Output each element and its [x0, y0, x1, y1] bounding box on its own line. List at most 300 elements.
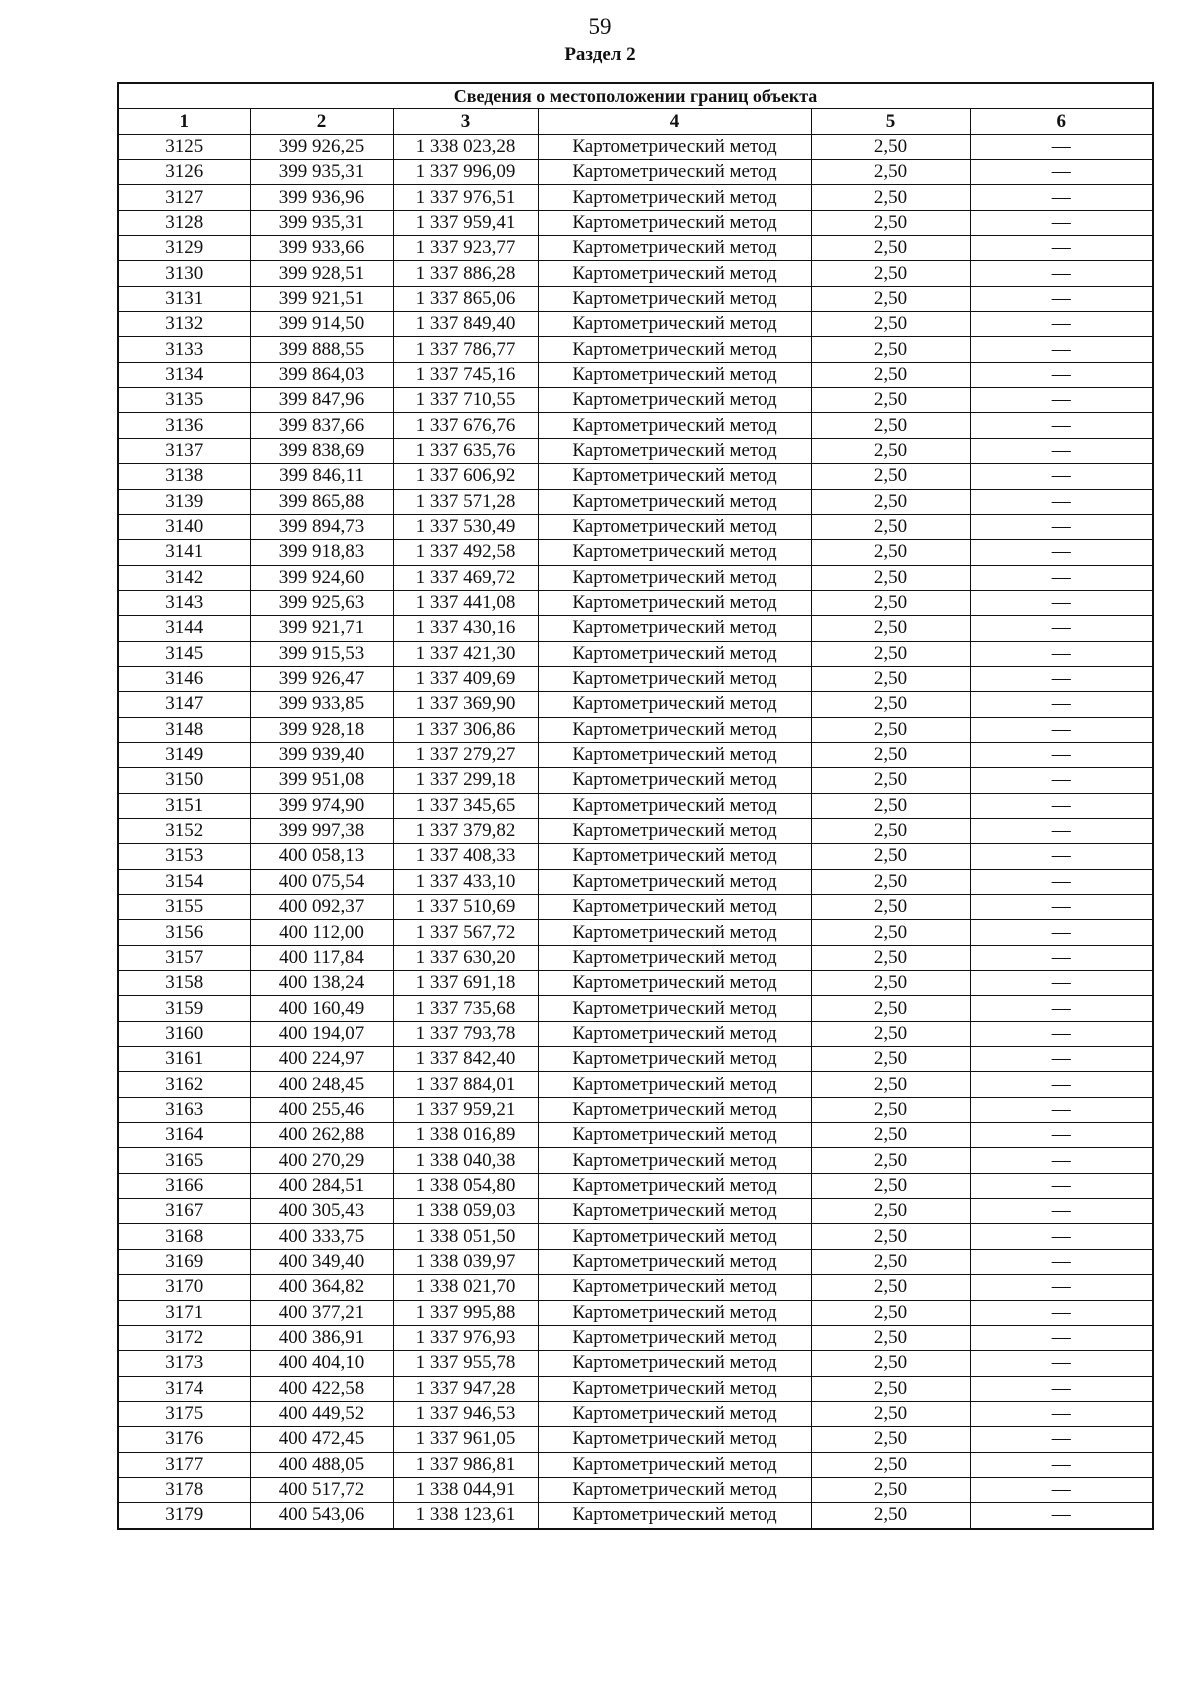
description-cell: — [970, 793, 1153, 818]
table-row [118, 717, 1153, 742]
y-coordinate-cell: 1 337 421,30 [393, 641, 538, 666]
method-cell: Картометрический метод [538, 1325, 811, 1350]
x-coordinate-cell: 400 488,05 [250, 1452, 393, 1477]
table-row [118, 692, 1153, 717]
y-coordinate-cell: 1 337 299,18 [393, 768, 538, 793]
point-number-cell: 3146 [118, 666, 250, 691]
y-coordinate-cell: 1 337 961,05 [393, 1427, 538, 1452]
x-coordinate-cell: 399 926,47 [250, 666, 393, 691]
accuracy-cell: 2,50 [811, 844, 970, 869]
table-row [118, 565, 1153, 590]
y-coordinate-cell: 1 337 947,28 [393, 1376, 538, 1401]
accuracy-cell: 2,50 [811, 261, 970, 286]
method-cell: Картометрический метод [538, 844, 811, 869]
accuracy-cell: 2,50 [811, 1503, 970, 1529]
x-coordinate-cell: 399 865,88 [250, 489, 393, 514]
point-number-cell: 3131 [118, 286, 250, 311]
table-row [118, 641, 1153, 666]
x-coordinate-cell: 400 377,21 [250, 1300, 393, 1325]
y-coordinate-cell: 1 337 735,68 [393, 996, 538, 1021]
description-cell: — [970, 1325, 1153, 1350]
x-coordinate-cell: 400 449,52 [250, 1401, 393, 1426]
point-number-cell: 3143 [118, 590, 250, 615]
method-cell: Картометрический метод [538, 261, 811, 286]
x-coordinate-cell: 399 837,66 [250, 413, 393, 438]
point-number-cell: 3155 [118, 895, 250, 920]
x-coordinate-cell: 399 921,51 [250, 286, 393, 311]
method-cell: Картометрический метод [538, 1376, 811, 1401]
y-coordinate-cell: 1 337 433,10 [393, 869, 538, 894]
x-coordinate-cell: 399 935,31 [250, 160, 393, 185]
table-row [118, 1376, 1153, 1401]
description-cell: — [970, 844, 1153, 869]
method-cell: Картометрический метод [538, 996, 811, 1021]
description-cell: — [970, 1351, 1153, 1376]
method-cell: Картометрический метод [538, 1173, 811, 1198]
method-cell: Картометрический метод [538, 1148, 811, 1173]
method-cell: Картометрический метод [538, 210, 811, 235]
accuracy-cell: 2,50 [811, 1097, 970, 1122]
accuracy-cell: 2,50 [811, 312, 970, 337]
x-coordinate-cell: 399 933,66 [250, 236, 393, 261]
y-coordinate-cell: 1 337 409,69 [393, 666, 538, 691]
y-coordinate-cell: 1 338 023,28 [393, 134, 538, 159]
method-cell: Картометрический метод [538, 1224, 811, 1249]
method-cell: Картометрический метод [538, 160, 811, 185]
column-header: 2 [250, 109, 393, 134]
method-cell: Картометрический метод [538, 742, 811, 767]
accuracy-cell: 2,50 [811, 1072, 970, 1097]
x-coordinate-cell: 399 926,25 [250, 134, 393, 159]
method-cell: Картометрический метод [538, 793, 811, 818]
x-coordinate-cell: 400 333,75 [250, 1224, 393, 1249]
x-coordinate-cell: 400 270,29 [250, 1148, 393, 1173]
method-cell: Картометрический метод [538, 616, 811, 641]
description-cell: — [970, 869, 1153, 894]
accuracy-cell: 2,50 [811, 413, 970, 438]
method-cell: Картометрический метод [538, 641, 811, 666]
column-header: 6 [970, 109, 1153, 134]
accuracy-cell: 2,50 [811, 1249, 970, 1274]
y-coordinate-cell: 1 337 986,81 [393, 1452, 538, 1477]
x-coordinate-cell: 400 224,97 [250, 1047, 393, 1072]
point-number-cell: 3145 [118, 641, 250, 666]
point-number-cell: 3173 [118, 1351, 250, 1376]
point-number-cell: 3159 [118, 996, 250, 1021]
table-row [118, 616, 1153, 641]
table-row [118, 945, 1153, 970]
point-number-cell: 3178 [118, 1477, 250, 1502]
point-number-cell: 3148 [118, 717, 250, 742]
y-coordinate-cell: 1 337 369,90 [393, 692, 538, 717]
table-row [118, 185, 1153, 210]
table-row [118, 971, 1153, 996]
y-coordinate-cell: 1 337 849,40 [393, 312, 538, 337]
accuracy-cell: 2,50 [811, 1148, 970, 1173]
method-cell: Картометрический метод [538, 413, 811, 438]
table-row [118, 666, 1153, 691]
method-cell: Картометрический метод [538, 1452, 811, 1477]
description-cell: — [970, 464, 1153, 489]
x-coordinate-cell: 400 160,49 [250, 996, 393, 1021]
column-header: 1 [118, 109, 250, 134]
x-coordinate-cell: 400 194,07 [250, 1021, 393, 1046]
point-number-cell: 3142 [118, 565, 250, 590]
accuracy-cell: 2,50 [811, 438, 970, 463]
y-coordinate-cell: 1 337 430,16 [393, 616, 538, 641]
y-coordinate-cell: 1 337 379,82 [393, 818, 538, 843]
accuracy-cell: 2,50 [811, 1047, 970, 1072]
description-cell: — [970, 818, 1153, 843]
table-row [118, 1173, 1153, 1198]
method-cell: Картометрический метод [538, 388, 811, 413]
accuracy-cell: 2,50 [811, 996, 970, 1021]
y-coordinate-cell: 1 337 886,28 [393, 261, 538, 286]
table-row [118, 1047, 1153, 1072]
table-row [118, 818, 1153, 843]
table-row [118, 261, 1153, 286]
y-coordinate-cell: 1 337 630,20 [393, 945, 538, 970]
accuracy-cell: 2,50 [811, 1123, 970, 1148]
accuracy-cell: 2,50 [811, 945, 970, 970]
table-row [118, 1300, 1153, 1325]
accuracy-cell: 2,50 [811, 464, 970, 489]
y-coordinate-cell: 1 338 040,38 [393, 1148, 538, 1173]
table-row [118, 362, 1153, 387]
table-row [118, 438, 1153, 463]
point-number-cell: 3154 [118, 869, 250, 894]
accuracy-cell: 2,50 [811, 286, 970, 311]
description-cell: — [970, 185, 1153, 210]
y-coordinate-cell: 1 338 051,50 [393, 1224, 538, 1249]
point-number-cell: 3163 [118, 1097, 250, 1122]
table-row [118, 413, 1153, 438]
accuracy-cell: 2,50 [811, 590, 970, 615]
point-number-cell: 3135 [118, 388, 250, 413]
method-cell: Картометрический метод [538, 337, 811, 362]
y-coordinate-cell: 1 337 530,49 [393, 514, 538, 539]
method-cell: Картометрический метод [538, 236, 811, 261]
description-cell: — [970, 1173, 1153, 1198]
x-coordinate-cell: 400 092,37 [250, 895, 393, 920]
y-coordinate-cell: 1 337 345,65 [393, 793, 538, 818]
description-cell: — [970, 1401, 1153, 1426]
table-row [118, 236, 1153, 261]
x-coordinate-cell: 400 248,45 [250, 1072, 393, 1097]
method-cell: Картометрический метод [538, 869, 811, 894]
description-cell: — [970, 160, 1153, 185]
method-cell: Картометрический метод [538, 1275, 811, 1300]
y-coordinate-cell: 1 337 635,76 [393, 438, 538, 463]
description-cell: — [970, 920, 1153, 945]
y-coordinate-cell: 1 337 793,78 [393, 1021, 538, 1046]
y-coordinate-cell: 1 337 306,86 [393, 717, 538, 742]
description-cell: — [970, 1452, 1153, 1477]
description-cell: — [970, 540, 1153, 565]
y-coordinate-cell: 1 338 059,03 [393, 1199, 538, 1224]
point-number-cell: 3169 [118, 1249, 250, 1274]
description-cell: — [970, 1275, 1153, 1300]
table-row [118, 1199, 1153, 1224]
point-number-cell: 3133 [118, 337, 250, 362]
x-coordinate-cell: 400 255,46 [250, 1097, 393, 1122]
point-number-cell: 3129 [118, 236, 250, 261]
table-row [118, 920, 1153, 945]
point-number-cell: 3144 [118, 616, 250, 641]
table-row [118, 590, 1153, 615]
point-number-cell: 3127 [118, 185, 250, 210]
method-cell: Картометрический метод [538, 1047, 811, 1072]
table-row [118, 1427, 1153, 1452]
x-coordinate-cell: 400 117,84 [250, 945, 393, 970]
point-number-cell: 3138 [118, 464, 250, 489]
table-row [118, 1249, 1153, 1274]
table-row [118, 1401, 1153, 1426]
method-cell: Картометрический метод [538, 1199, 811, 1224]
accuracy-cell: 2,50 [811, 210, 970, 235]
point-number-cell: 3164 [118, 1123, 250, 1148]
table-caption-row [118, 83, 1153, 109]
column-header: 3 [393, 109, 538, 134]
table-row [118, 1477, 1153, 1502]
description-cell: — [970, 388, 1153, 413]
description-cell: — [970, 210, 1153, 235]
table-row [118, 869, 1153, 894]
section-title: Раздел 2 [564, 44, 636, 65]
method-cell: Картометрический метод [538, 971, 811, 996]
x-coordinate-cell: 399 921,71 [250, 616, 393, 641]
y-coordinate-cell: 1 337 884,01 [393, 1072, 538, 1097]
method-cell: Картометрический метод [538, 362, 811, 387]
accuracy-cell: 2,50 [811, 134, 970, 159]
method-cell: Картометрический метод [538, 1021, 811, 1046]
point-number-cell: 3166 [118, 1173, 250, 1198]
accuracy-cell: 2,50 [811, 1325, 970, 1350]
accuracy-cell: 2,50 [811, 742, 970, 767]
accuracy-cell: 2,50 [811, 869, 970, 894]
x-coordinate-cell: 400 543,06 [250, 1503, 393, 1529]
y-coordinate-cell: 1 337 745,16 [393, 362, 538, 387]
point-number-cell: 3150 [118, 768, 250, 793]
table-row [118, 464, 1153, 489]
method-cell: Картометрический метод [538, 818, 811, 843]
accuracy-cell: 2,50 [811, 185, 970, 210]
x-coordinate-cell: 400 138,24 [250, 971, 393, 996]
x-coordinate-cell: 399 936,96 [250, 185, 393, 210]
accuracy-cell: 2,50 [811, 160, 970, 185]
point-number-cell: 3126 [118, 160, 250, 185]
y-coordinate-cell: 1 337 279,27 [393, 742, 538, 767]
page-number: 59 [588, 14, 612, 39]
y-coordinate-cell: 1 337 946,53 [393, 1401, 538, 1426]
description-cell: — [970, 1503, 1153, 1529]
accuracy-cell: 2,50 [811, 1173, 970, 1198]
x-coordinate-cell: 399 846,11 [250, 464, 393, 489]
y-coordinate-cell: 1 337 959,21 [393, 1097, 538, 1122]
point-number-cell: 3140 [118, 514, 250, 539]
x-coordinate-cell: 399 935,31 [250, 210, 393, 235]
accuracy-cell: 2,50 [811, 565, 970, 590]
y-coordinate-cell: 1 337 408,33 [393, 844, 538, 869]
description-cell: — [970, 1199, 1153, 1224]
y-coordinate-cell: 1 337 955,78 [393, 1351, 538, 1376]
x-coordinate-cell: 400 058,13 [250, 844, 393, 869]
table-row [118, 160, 1153, 185]
x-coordinate-cell: 399 918,83 [250, 540, 393, 565]
y-coordinate-cell: 1 337 567,72 [393, 920, 538, 945]
point-number-cell: 3136 [118, 413, 250, 438]
x-coordinate-cell: 399 864,03 [250, 362, 393, 387]
description-cell: — [970, 236, 1153, 261]
y-coordinate-cell: 1 337 606,92 [393, 464, 538, 489]
description-cell: — [970, 565, 1153, 590]
table-row [118, 1351, 1153, 1376]
description-cell: — [970, 895, 1153, 920]
x-coordinate-cell: 400 305,43 [250, 1199, 393, 1224]
accuracy-cell: 2,50 [811, 768, 970, 793]
y-coordinate-cell: 1 337 492,58 [393, 540, 538, 565]
table-body [118, 134, 1153, 1528]
point-number-cell: 3137 [118, 438, 250, 463]
accuracy-cell: 2,50 [811, 1376, 970, 1401]
y-coordinate-cell: 1 337 691,18 [393, 971, 538, 996]
accuracy-cell: 2,50 [811, 489, 970, 514]
method-cell: Картометрический метод [538, 185, 811, 210]
method-cell: Картометрический метод [538, 1401, 811, 1426]
point-number-cell: 3125 [118, 134, 250, 159]
accuracy-cell: 2,50 [811, 1452, 970, 1477]
method-cell: Картометрический метод [538, 1477, 811, 1502]
method-cell: Картометрический метод [538, 590, 811, 615]
x-coordinate-cell: 399 914,50 [250, 312, 393, 337]
accuracy-cell: 2,50 [811, 1199, 970, 1224]
table-row [118, 540, 1153, 565]
y-coordinate-cell: 1 337 959,41 [393, 210, 538, 235]
table-row [118, 1021, 1153, 1046]
point-number-cell: 3149 [118, 742, 250, 767]
y-coordinate-cell: 1 337 995,88 [393, 1300, 538, 1325]
table-row [118, 1452, 1153, 1477]
point-number-cell: 3172 [118, 1325, 250, 1350]
x-coordinate-cell: 399 939,40 [250, 742, 393, 767]
x-coordinate-cell: 399 838,69 [250, 438, 393, 463]
accuracy-cell: 2,50 [811, 1351, 970, 1376]
y-coordinate-cell: 1 337 510,69 [393, 895, 538, 920]
point-number-cell: 3147 [118, 692, 250, 717]
table-row [118, 1503, 1153, 1529]
method-cell: Картометрический метод [538, 514, 811, 539]
y-coordinate-cell: 1 337 441,08 [393, 590, 538, 615]
accuracy-cell: 2,50 [811, 1224, 970, 1249]
y-coordinate-cell: 1 338 016,89 [393, 1123, 538, 1148]
y-coordinate-cell: 1 338 039,97 [393, 1249, 538, 1274]
x-coordinate-cell: 399 933,85 [250, 692, 393, 717]
y-coordinate-cell: 1 337 469,72 [393, 565, 538, 590]
accuracy-cell: 2,50 [811, 1300, 970, 1325]
table-row [118, 286, 1153, 311]
description-cell: — [970, 717, 1153, 742]
table-row [118, 996, 1153, 1021]
accuracy-cell: 2,50 [811, 1021, 970, 1046]
description-cell: — [970, 590, 1153, 615]
description-cell: — [970, 641, 1153, 666]
point-number-cell: 3157 [118, 945, 250, 970]
x-coordinate-cell: 399 924,60 [250, 565, 393, 590]
method-cell: Картометрический метод [538, 134, 811, 159]
x-coordinate-cell: 400 472,45 [250, 1427, 393, 1452]
x-coordinate-cell: 399 915,53 [250, 641, 393, 666]
x-coordinate-cell: 399 888,55 [250, 337, 393, 362]
accuracy-cell: 2,50 [811, 692, 970, 717]
point-number-cell: 3170 [118, 1275, 250, 1300]
accuracy-cell: 2,50 [811, 818, 970, 843]
point-number-cell: 3141 [118, 540, 250, 565]
description-cell: — [970, 413, 1153, 438]
y-coordinate-cell: 1 337 842,40 [393, 1047, 538, 1072]
description-cell: — [970, 261, 1153, 286]
x-coordinate-cell: 400 364,82 [250, 1275, 393, 1300]
method-cell: Картометрический метод [538, 768, 811, 793]
method-cell: Картометрический метод [538, 286, 811, 311]
table-row [118, 1325, 1153, 1350]
point-number-cell: 3128 [118, 210, 250, 235]
point-number-cell: 3153 [118, 844, 250, 869]
table-row [118, 1072, 1153, 1097]
point-number-cell: 3160 [118, 1021, 250, 1046]
method-cell: Картометрический метод [538, 1123, 811, 1148]
description-cell: — [970, 1224, 1153, 1249]
description-cell: — [970, 134, 1153, 159]
accuracy-cell: 2,50 [811, 540, 970, 565]
x-coordinate-cell: 399 928,18 [250, 717, 393, 742]
description-cell: — [970, 1376, 1153, 1401]
table-row [118, 1224, 1153, 1249]
point-number-cell: 3176 [118, 1427, 250, 1452]
description-cell: — [970, 945, 1153, 970]
method-cell: Картометрический метод [538, 464, 811, 489]
method-cell: Картометрический метод [538, 540, 811, 565]
description-cell: — [970, 692, 1153, 717]
y-coordinate-cell: 1 337 996,09 [393, 160, 538, 185]
description-cell: — [970, 1427, 1153, 1452]
point-number-cell: 3162 [118, 1072, 250, 1097]
x-coordinate-cell: 399 974,90 [250, 793, 393, 818]
description-cell: — [970, 1021, 1153, 1046]
y-coordinate-cell: 1 337 976,93 [393, 1325, 538, 1350]
description-cell: — [970, 1477, 1153, 1502]
method-cell: Картометрический метод [538, 717, 811, 742]
table-header-row [118, 109, 1153, 134]
y-coordinate-cell: 1 337 865,06 [393, 286, 538, 311]
x-coordinate-cell: 400 386,91 [250, 1325, 393, 1350]
accuracy-cell: 2,50 [811, 666, 970, 691]
description-cell: — [970, 312, 1153, 337]
table-row [118, 337, 1153, 362]
accuracy-cell: 2,50 [811, 1477, 970, 1502]
method-cell: Картометрический метод [538, 489, 811, 514]
y-coordinate-cell: 1 337 923,77 [393, 236, 538, 261]
method-cell: Картометрический метод [538, 895, 811, 920]
accuracy-cell: 2,50 [811, 337, 970, 362]
column-header: 5 [811, 109, 970, 134]
description-cell: — [970, 666, 1153, 691]
y-coordinate-cell: 1 338 123,61 [393, 1503, 538, 1529]
accuracy-cell: 2,50 [811, 895, 970, 920]
accuracy-cell: 2,50 [811, 793, 970, 818]
y-coordinate-cell: 1 338 054,80 [393, 1173, 538, 1198]
x-coordinate-cell: 400 112,00 [250, 920, 393, 945]
description-cell: — [970, 1072, 1153, 1097]
